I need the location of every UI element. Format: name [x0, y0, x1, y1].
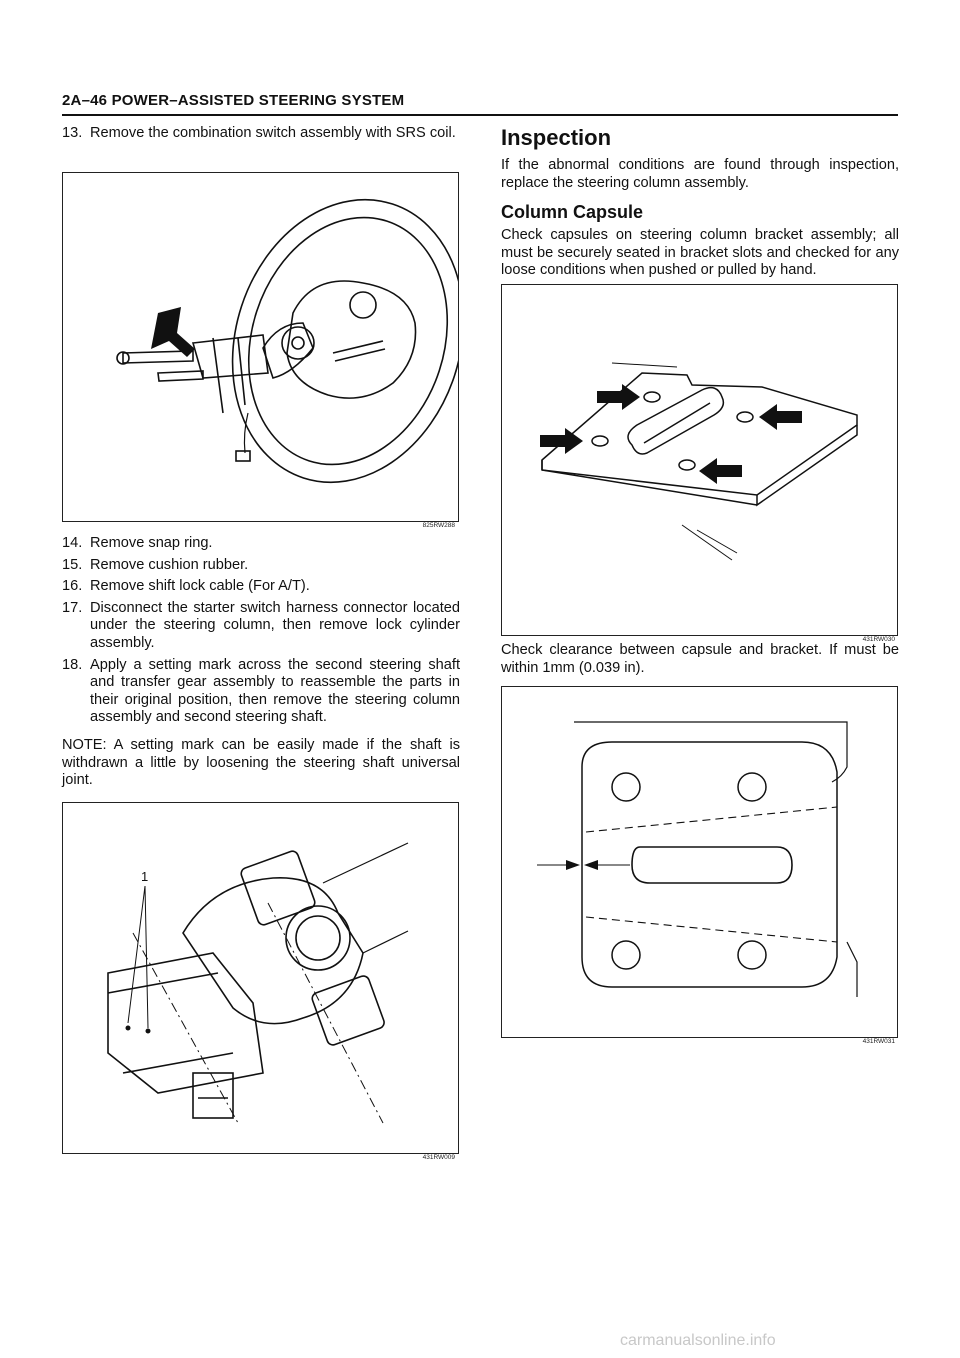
list-item: 14. Remove snap ring.	[62, 535, 213, 551]
capsule-clearance-illustration	[502, 687, 897, 1037]
figure-universal-joint	[62, 802, 459, 1154]
list-item: 17. Disconnect the starter switch harness connector located under the steering column, then remove lock cylinder assembly.	[62, 599, 460, 651]
universal-joint-illustration	[63, 803, 458, 1153]
watermark: carmanualsonline.info	[620, 1332, 776, 1349]
inspection-section	[501, 125, 899, 280]
list-item: 18. Apply a setting mark across the second steering shaft and transfer gear assembly to reassemble the parts in their original position, then remove the steering column assembly and second steering shaft.	[62, 656, 460, 726]
figure-code: 431RW030	[862, 636, 895, 643]
capsule-arrows-icon	[540, 384, 802, 484]
callout-label: 1	[141, 869, 149, 884]
figure-column-bracket	[501, 284, 898, 636]
header-rule	[62, 114, 898, 116]
figure-capsule-clearance	[501, 686, 898, 1038]
capsule-text: Check capsules on steering column bracket assembly; all must be securely seated in bracket slots and checked for any loose conditions when pushed or pulled by hand.	[501, 227, 899, 279]
step-text: Remove the combination switch assembly with SRS coil.	[90, 125, 456, 141]
column-bracket-illustration	[502, 285, 897, 635]
figure-code: 431RW009	[422, 1154, 455, 1161]
figure-steering-wheel	[62, 172, 459, 522]
list-item: 15. Remove cushion rubber.	[62, 556, 249, 573]
page-header-title: 2A–46 POWER–ASSISTED STEERING SYSTEM	[62, 92, 405, 109]
section-title: Inspection	[501, 125, 612, 150]
clearance-text: Check clearance between capsule and bracket. If must be within 1mm (0.039 in).	[501, 642, 899, 676]
figure-code: 825RW288	[422, 522, 455, 529]
steps-list	[62, 535, 460, 790]
pointer-arrow-icon	[151, 307, 195, 357]
list-item: 16. Remove shift lock cable (For A/T).	[62, 578, 310, 595]
step-13	[62, 125, 460, 147]
subsection-title: Column Capsule	[501, 202, 644, 223]
note-text: NOTE: A setting mark can be easily made if the shaft is withdrawn a little by loosening the steering shaft universal joint.	[62, 736, 460, 789]
step-number: 13.	[62, 125, 83, 141]
steering-wheel-illustration	[63, 173, 458, 521]
intro-text: If the abnormal conditions are found through inspection, replace the steering column assembly.	[501, 157, 899, 191]
figure-code: 431RW031	[862, 1038, 895, 1045]
